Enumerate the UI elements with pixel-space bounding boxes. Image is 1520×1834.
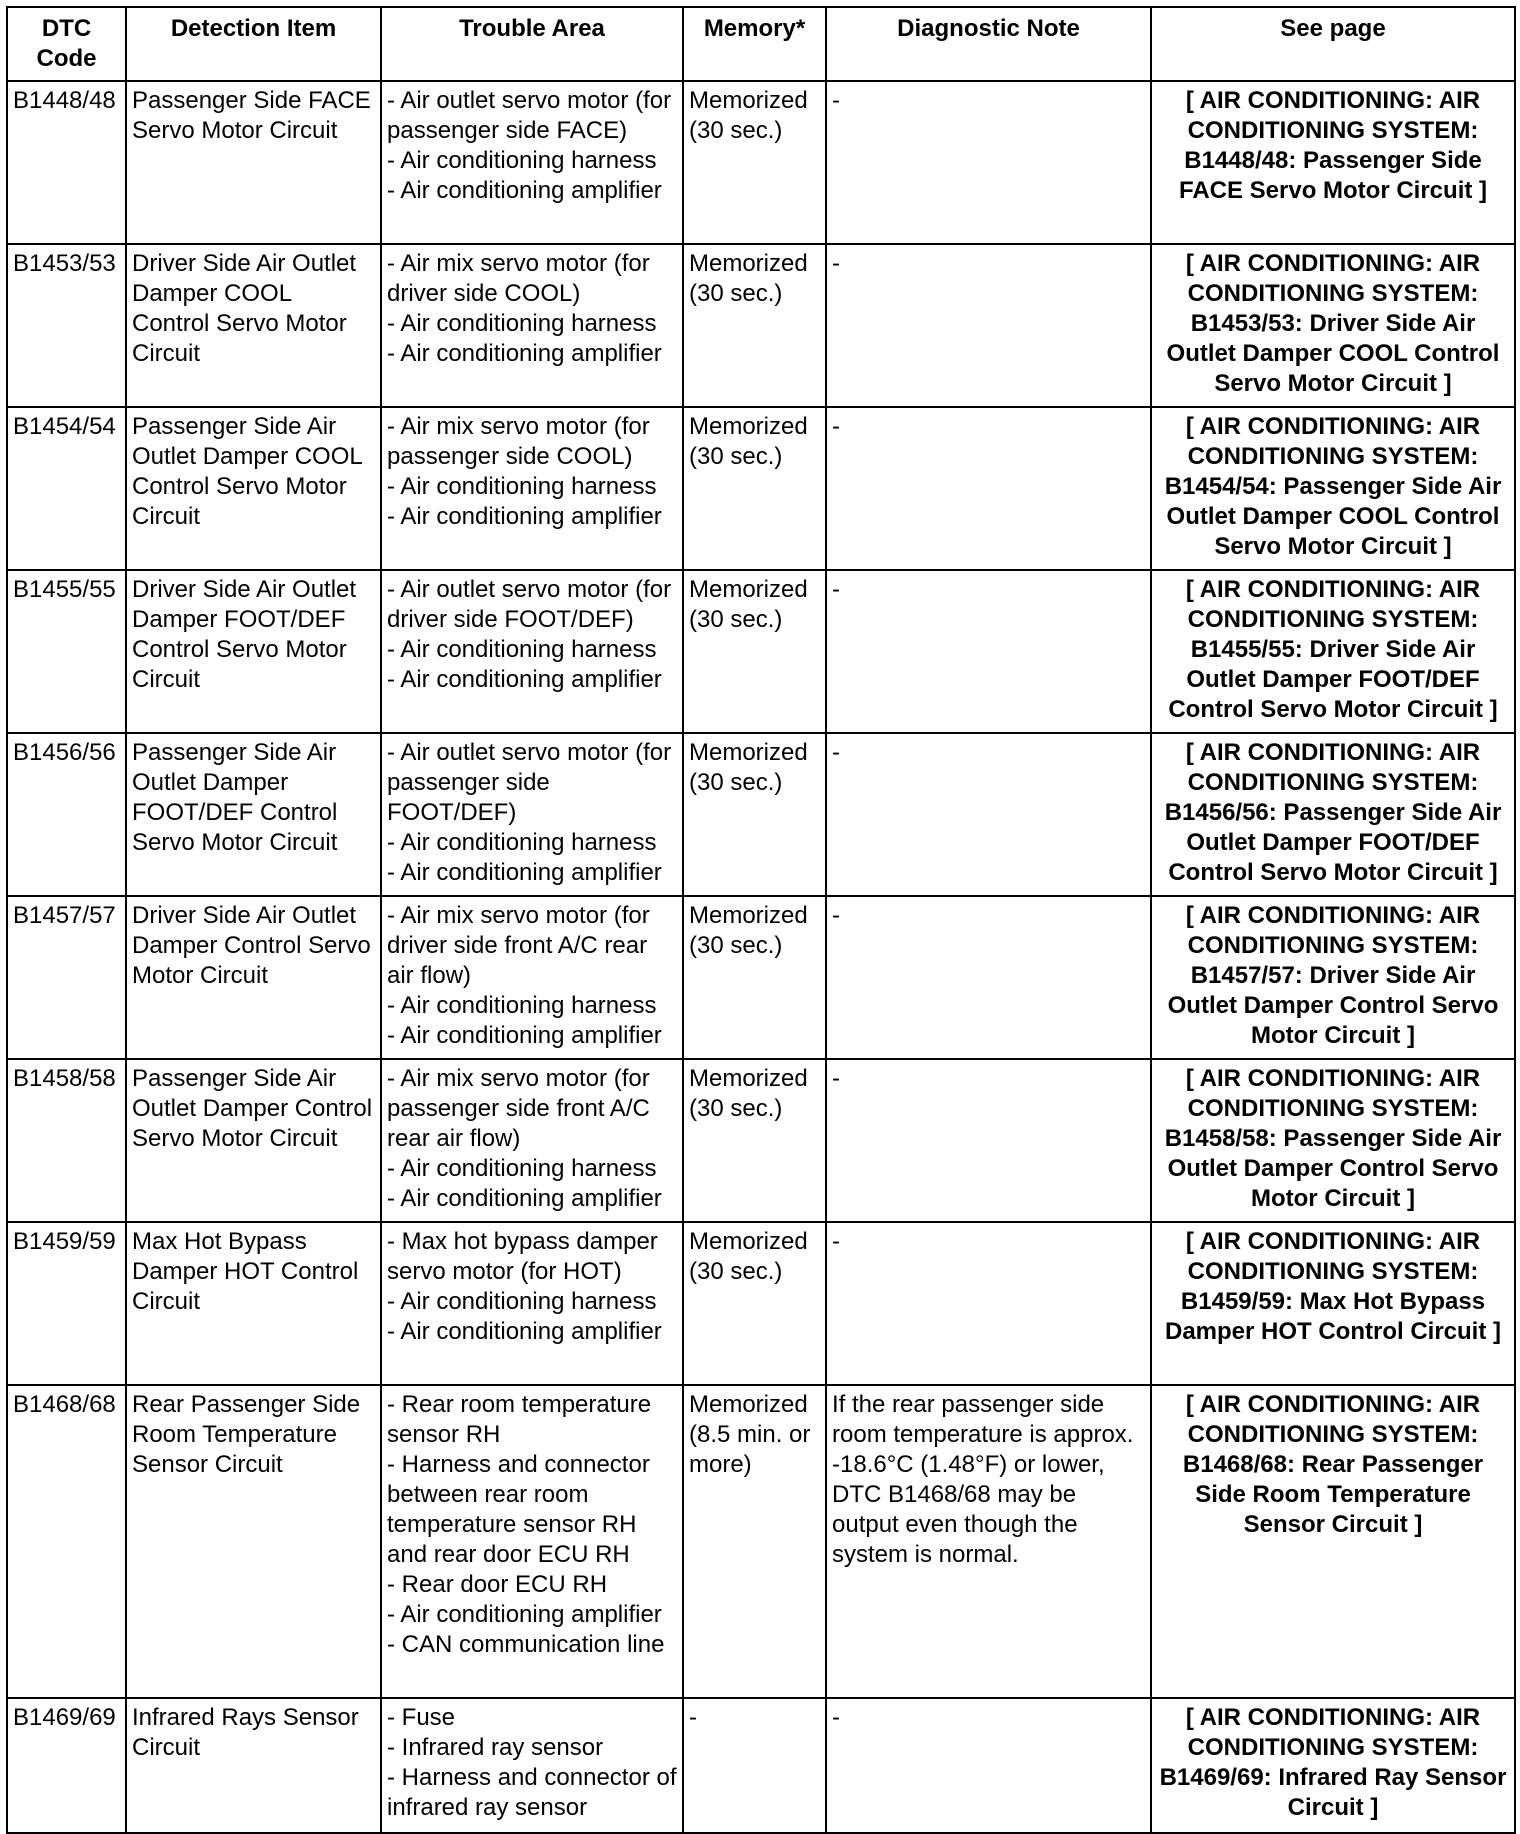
see-page-cell: [ AIR CONDITIONING: AIR CONDITIONING SYSTEM: B1456/56: Passenger Side Air Outlet Damper FOOT/DEF Control Servo Motor Circuit ]	[1151, 733, 1515, 896]
trouble-area-line: - Max hot bypass damper servo motor (for HOT)	[387, 1228, 658, 1285]
see-page-cell: [ AIR CONDITIONING: AIR CONDITIONING SYSTEM: B1469/69: Infrared Ray Sensor Circuit ]	[1151, 1698, 1515, 1833]
table-row	[7, 1059, 1515, 1222]
detection-item-cell: Rear Passenger Side Room Temperature Sensor Circuit	[126, 1385, 381, 1698]
memory-cell: Memorized (30 sec.)	[683, 1222, 826, 1385]
trouble-area-cell	[381, 1059, 683, 1222]
detection-item-cell: Driver Side Air Outlet Damper Control Servo Motor Circuit	[126, 896, 381, 1059]
trouble-area-cell	[381, 1222, 683, 1385]
table-row	[7, 733, 1515, 896]
dtc-code-cell: B1468/68	[7, 1385, 126, 1698]
trouble-area-line: - Air conditioning amplifier	[387, 503, 662, 530]
dtc-code-cell: B1455/55	[7, 570, 126, 733]
trouble-area-line: - Air outlet servo motor (for passenger side FOOT/DEF)	[387, 739, 672, 826]
trouble-area-line: - Air mix servo motor (for passenger side COOL)	[387, 413, 650, 470]
trouble-area-line: - Air conditioning amplifier	[387, 1022, 662, 1049]
table-row	[7, 1698, 1515, 1833]
diagnostic-note-cell: -	[826, 1222, 1151, 1385]
diagnostic-note-cell: -	[826, 733, 1151, 896]
trouble-area-line: - Air conditioning harness	[387, 473, 657, 500]
trouble-area-line: - Air conditioning harness	[387, 636, 657, 663]
memory-cell: Memorized (30 sec.)	[683, 407, 826, 570]
header-dtc-code: DTC Code	[7, 7, 126, 81]
table-row	[7, 570, 1515, 733]
memory-cell: -	[683, 1698, 826, 1833]
memory-cell: Memorized (30 sec.)	[683, 81, 826, 244]
table-row	[7, 1222, 1515, 1385]
table-row	[7, 407, 1515, 570]
trouble-area-line: - Air conditioning harness	[387, 310, 657, 337]
trouble-area-line: - Air conditioning amplifier	[387, 859, 662, 886]
trouble-area-line: - Air mix servo motor (for driver side COOL)	[387, 250, 650, 307]
trouble-area-cell	[381, 1698, 683, 1833]
trouble-area-cell	[381, 570, 683, 733]
trouble-area-line: - Air conditioning amplifier	[387, 1601, 662, 1628]
memory-cell: Memorized (30 sec.)	[683, 896, 826, 1059]
detection-item-cell: Max Hot Bypass Damper HOT Control Circuit	[126, 1222, 381, 1385]
detection-item-cell: Passenger Side Air Outlet Damper Control Servo Motor Circuit	[126, 1059, 381, 1222]
dtc-code-cell: B1454/54	[7, 407, 126, 570]
detection-item-cell: Infrared Rays Sensor Circuit	[126, 1698, 381, 1833]
dtc-code-cell: B1469/69	[7, 1698, 126, 1833]
detection-item-cell: Driver Side Air Outlet Damper COOL Control Servo Motor Circuit	[126, 244, 381, 407]
header-row	[7, 7, 1515, 81]
see-page-cell: [ AIR CONDITIONING: AIR CONDITIONING SYSTEM: B1448/48: Passenger Side FACE Servo Motor Circuit ]	[1151, 81, 1515, 244]
trouble-area-line: - Air outlet servo motor (for driver side FOOT/DEF)	[387, 576, 672, 633]
memory-cell: Memorized (8.5 min. or more)	[683, 1385, 826, 1698]
table-body	[7, 81, 1515, 1833]
trouble-area-line: - Air conditioning amplifier	[387, 177, 662, 204]
table-row	[7, 896, 1515, 1059]
see-page-cell: [ AIR CONDITIONING: AIR CONDITIONING SYSTEM: B1455/55: Driver Side Air Outlet Damper FOOT/DEF Control Servo Motor Circuit ]	[1151, 570, 1515, 733]
table-row	[7, 81, 1515, 244]
trouble-area-line: - Air conditioning amplifier	[387, 340, 662, 367]
trouble-area-line: - Fuse	[387, 1704, 456, 1731]
detection-item-cell: Driver Side Air Outlet Damper FOOT/DEF Control Servo Motor Circuit	[126, 570, 381, 733]
dtc-code-cell: B1453/53	[7, 244, 126, 407]
header-diagnostic-note: Diagnostic Note	[826, 7, 1151, 81]
dtc-code-cell: B1456/56	[7, 733, 126, 896]
table-row	[7, 244, 1515, 407]
diagnostic-note-cell: If the rear passenger side room temperature is approx. -18.6°C (1.48°F) or lower, DTC B1468/68 may be output even though the system is normal.	[826, 1385, 1151, 1698]
see-page-cell: [ AIR CONDITIONING: AIR CONDITIONING SYSTEM: B1468/68: Rear Passenger Side Room Temperature Sensor Circuit ]	[1151, 1385, 1515, 1698]
dtc-code-cell: B1457/57	[7, 896, 126, 1059]
trouble-area-line: - Air conditioning harness	[387, 147, 657, 174]
dtc-code-cell: B1459/59	[7, 1222, 126, 1385]
trouble-area-line: - CAN communication line	[387, 1631, 665, 1658]
trouble-area-line: - Harness and connector of infrared ray sensor	[387, 1764, 677, 1821]
trouble-area-line: - Air conditioning harness	[387, 1288, 657, 1315]
trouble-area-cell	[381, 407, 683, 570]
memory-cell: Memorized (30 sec.)	[683, 244, 826, 407]
trouble-area-cell	[381, 733, 683, 896]
table-row	[7, 1385, 1515, 1698]
header-memory: Memory*	[683, 7, 826, 81]
detection-item-cell: Passenger Side FACE Servo Motor Circuit	[126, 81, 381, 244]
header-trouble-area: Trouble Area	[381, 7, 683, 81]
diagnostic-note-cell: -	[826, 1698, 1151, 1833]
diagnostic-note-cell: -	[826, 1059, 1151, 1222]
see-page-cell: [ AIR CONDITIONING: AIR CONDITIONING SYSTEM: B1453/53: Driver Side Air Outlet Damper COOL Control Servo Motor Circuit ]	[1151, 244, 1515, 407]
see-page-cell: [ AIR CONDITIONING: AIR CONDITIONING SYSTEM: B1459/59: Max Hot Bypass Damper HOT Control Circuit ]	[1151, 1222, 1515, 1385]
memory-cell: Memorized (30 sec.)	[683, 1059, 826, 1222]
detection-item-cell: Passenger Side Air Outlet Damper FOOT/DEF Control Servo Motor Circuit	[126, 733, 381, 896]
trouble-area-line: - Air mix servo motor (for driver side front A/C rear air flow)	[387, 902, 650, 989]
trouble-area-line: - Harness and connector between rear room temperature sensor RH and rear door ECU RH	[387, 1451, 650, 1568]
trouble-area-cell	[381, 1385, 683, 1698]
trouble-area-line: - Air conditioning harness	[387, 829, 657, 856]
trouble-area-line: - Air conditioning amplifier	[387, 1318, 662, 1345]
trouble-area-line: - Air mix servo motor (for passenger side front A/C rear air flow)	[387, 1065, 650, 1152]
header-see-page: See page	[1151, 7, 1515, 81]
trouble-area-line: - Air conditioning amplifier	[387, 1185, 662, 1212]
diagnostic-note-cell: -	[826, 81, 1151, 244]
memory-cell: Memorized (30 sec.)	[683, 570, 826, 733]
see-page-cell: [ AIR CONDITIONING: AIR CONDITIONING SYSTEM: B1458/58: Passenger Side Air Outlet Damper Control Servo Motor Circuit ]	[1151, 1059, 1515, 1222]
see-page-cell: [ AIR CONDITIONING: AIR CONDITIONING SYSTEM: B1457/57: Driver Side Air Outlet Damper Control Servo Motor Circuit ]	[1151, 896, 1515, 1059]
header-detection-item: Detection Item	[126, 7, 381, 81]
trouble-area-cell	[381, 81, 683, 244]
trouble-area-cell	[381, 896, 683, 1059]
detection-item-cell: Passenger Side Air Outlet Damper COOL Control Servo Motor Circuit	[126, 407, 381, 570]
diagnostic-note-cell: -	[826, 570, 1151, 733]
memory-cell: Memorized (30 sec.)	[683, 733, 826, 896]
trouble-area-line: - Air outlet servo motor (for passenger side FACE)	[387, 87, 672, 144]
see-page-cell: [ AIR CONDITIONING: AIR CONDITIONING SYSTEM: B1454/54: Passenger Side Air Outlet Damper COOL Control Servo Motor Circuit ]	[1151, 407, 1515, 570]
trouble-area-line: - Air conditioning harness	[387, 1155, 657, 1182]
dtc-code-cell: B1448/48	[7, 81, 126, 244]
trouble-area-line: - Air conditioning harness	[387, 992, 657, 1019]
trouble-area-line: - Rear door ECU RH	[387, 1571, 608, 1598]
trouble-area-line: - Infrared ray sensor	[387, 1734, 604, 1761]
dtc-table	[6, 6, 1516, 1834]
trouble-area-line: - Air conditioning amplifier	[387, 666, 662, 693]
diagnostic-note-cell: -	[826, 407, 1151, 570]
diagnostic-note-cell: -	[826, 896, 1151, 1059]
diagnostic-note-cell: -	[826, 244, 1151, 407]
trouble-area-cell	[381, 244, 683, 407]
dtc-code-cell: B1458/58	[7, 1059, 126, 1222]
trouble-area-line: - Rear room temperature sensor RH	[387, 1391, 652, 1448]
